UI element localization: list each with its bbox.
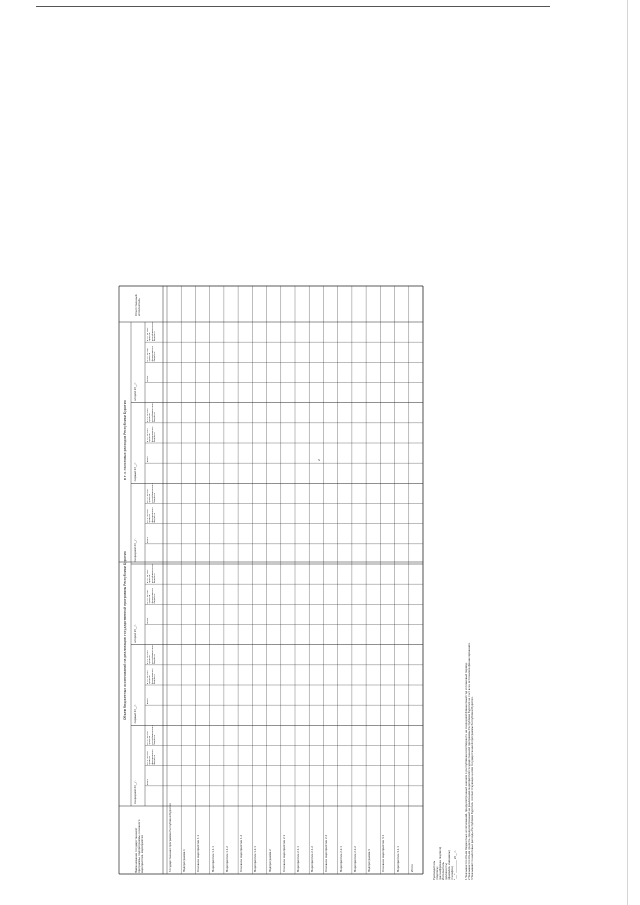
sub-column-header: всего [147,617,149,624]
table-row-label: Мероприятие 2.1.1 [297,846,300,872]
page-number: 2 [316,459,321,461]
table-row-label: Основное мероприятие 2.2 [325,834,329,872]
rotated-form [105,280,535,880]
table-row-label: Мероприятие 1.1.2 [225,846,229,872]
table-row-label: Подпрограмма 2 [268,849,272,872]
footnote-2: 2 Указывается объем средств, предусмотренный на реализацию мероприятий государственной программы Республики Бурятия за счет всех источников финансирования. [468,642,471,880]
executor-role-name: (фамилия, инициалы) [448,850,451,880]
footnote-1: 1 Указывается объем бюджетных ассигнований, предусмотренный законом о республиканском бюджете на очередной финансовый год и плановый период. [465,662,468,880]
table-row-label: Мероприятие 2.1.2 [311,846,315,872]
sub-column-header: всего [147,537,149,543]
sub-column-header: всего [147,456,149,463]
sub-column-header: в т.ч. за счет средств федерального бюджета [147,749,156,765]
table-row-label: Мероприятие 1.2.1 [254,846,258,872]
signature-date: "___" __________ 20__ г. [454,850,457,880]
top-rule [36,6,550,7]
year-label: второй 20__г. [134,382,137,401]
year-label: второй 20__г. [134,624,137,643]
table-row-label: Итого [410,864,414,872]
sub-column-header: в т.ч. за счет средств республиканского бюджета [147,563,156,584]
table-row-label: Основное мероприятие 3.1 [382,834,386,872]
header-last-col: Ответственный исполнитель [135,294,141,316]
signature-block [433,280,457,880]
footnotes [465,280,474,880]
year-label: первый 20__г. [134,704,137,724]
executor-role-position: (должность) [445,862,448,880]
sub-column-header: всего [147,375,149,382]
footnote-3: 3 Указываются налоговые расходы Республики Бурятия, соответствующие целям государственной программы Республики Бурятия. [471,696,474,880]
executor-role-phone: (телефон) [451,866,454,880]
table-row-label: Мероприятие 1.1.1 [211,846,215,872]
sub-column-header: в т.ч. за счет средств федерального бюджета [147,426,156,442]
table-row-label: Подпрограмма 1 [183,849,187,872]
table-row-label: Мероприятие 2.2.1 [339,846,343,872]
table-row-label: Основное мероприятие 1.2 [240,834,244,872]
header-group-left: Объем бюджетных ассигнований на реализацию государственной программы Республики Бурятия [123,551,127,720]
sub-column-header: в т.ч. за счет средств федерального бюджета [147,588,156,604]
header-first-col: Наименование государственной программы, подпрограммы, основного мероприятия, мероприятия [135,819,144,873]
table-row-label: Основное мероприятие 2.1 [282,834,286,872]
sub-column-header: всего [147,698,149,705]
sub-column-header: в т.ч. за счет средств республиканского бюджета [147,644,156,664]
table-row-label: Мероприятие 3.1.1 [396,846,400,872]
sub-column-header: в т.ч. за счет средств федерального бюджета [147,346,156,362]
table-row-label: Государственная программа Республики Бурятия [169,803,172,872]
head-role-signature: (подпись) [436,866,439,880]
table-row-label: Подпрограмма 3 [368,849,372,872]
sub-column-header: в т.ч. за счет средств республиканского бюджета [147,725,156,745]
executor-label: Исполнитель [442,862,445,880]
year-label: первый 20__г. [134,462,137,482]
table-row-label: Мероприятие 2.2.2 [353,846,357,872]
budget-table-sheet [105,280,535,880]
sub-column-header: в т.ч. за счет средств федерального бюджета [147,507,156,523]
header-group-right: в т.ч. налоговых расходов Республики Бурятия [123,400,127,480]
head-role-name: (расшифровка подписи) [439,846,442,880]
year-label: очередной 20__г. [134,780,137,804]
sub-column-header: в т.ч. за счет средств республиканского бюджета [147,321,156,342]
table-row-label: Основное мероприятие 1.1 [197,834,201,872]
sub-column-header: в т.ч. за счет средств республиканского бюджета [147,402,156,422]
sub-column-header: всего [147,779,149,785]
year-label: очередной 20__г. [134,538,137,562]
page-edge [627,0,628,905]
head-label: Руководитель [433,860,436,880]
sub-column-header: в т.ч. за счет средств федерального бюджета [147,668,156,684]
sub-column-header: в т.ч. за счет средств республиканского бюджета [147,483,156,503]
